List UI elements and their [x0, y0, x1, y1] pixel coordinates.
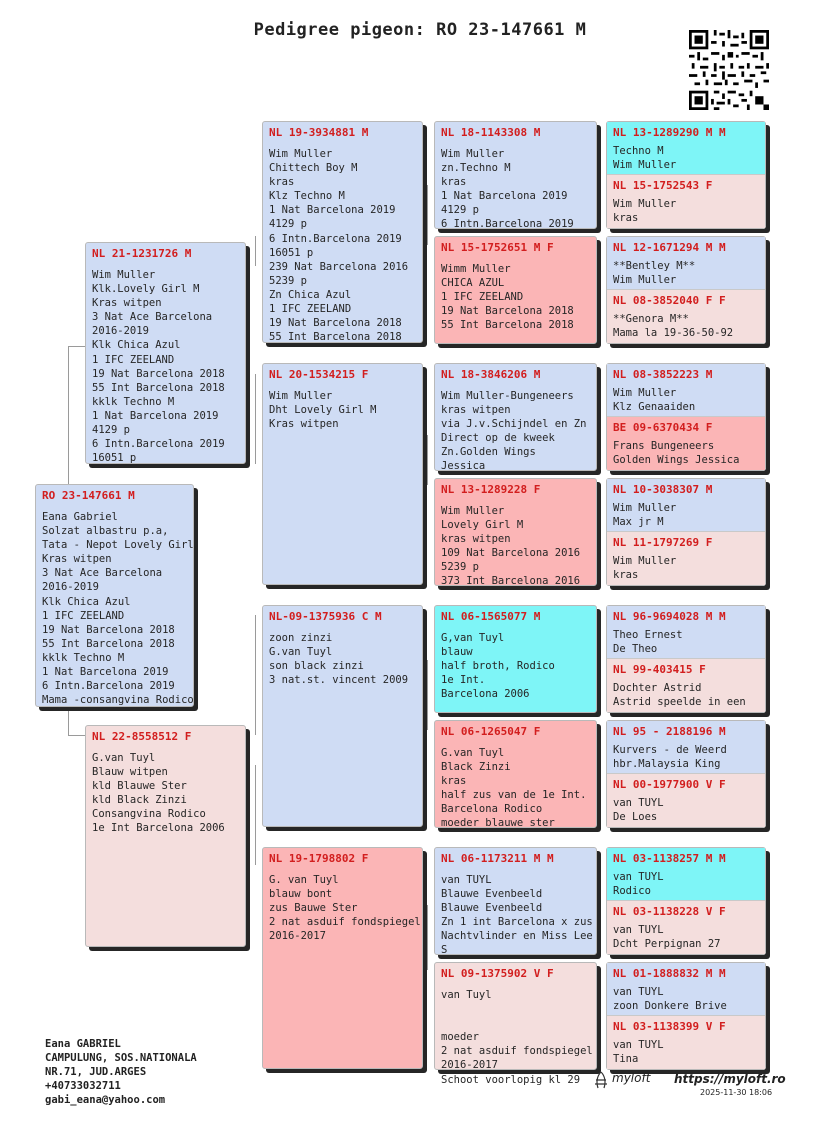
granddam-dam-card[interactable]: [262, 847, 423, 1069]
dam-card[interactable]: [85, 725, 246, 947]
gen4-card[interactable]: [434, 363, 597, 471]
ring-number: NL 03-1138399 V F: [613, 1020, 726, 1033]
connector-line: [427, 660, 428, 730]
ring-number: NL 15-1752651 M F: [441, 241, 554, 254]
pigeon-description: Wim Muller Chittech Boy M kras Klz Techno M 1 Nat Barcelona 2019 4129 p 6 Intn.Barcelona 2019 16051 p 239 Nat Barcelona 2016 5239 p Zn Chica Azul 1 IFC ZEELAND 19 Nat Barcelona 2018 55 Int Barcelona 2018: [269, 148, 409, 344]
ring-number: NL 06-1173211 M M: [441, 852, 554, 865]
pigeon-description: van TUYL Blauwe Evenbeeld Blauwe Evenbeeld Zn 1 int Barcelona x zus Nachtvlinder en Miss Lee S: [441, 874, 593, 957]
owner-contact: Eana GABRIEL CAMPULUNG, SOS.NATIONALA NR.71, JUD.ARGES +40733032711 gabi_eana@yahoo.com: [45, 1038, 197, 1106]
grandsire-dam-card[interactable]: [262, 605, 423, 827]
ring-number: NL 03-1138257 M M: [613, 852, 726, 865]
pigeon-description: **Bentley M** Wim Muller: [613, 260, 696, 287]
pigeon-description: Wimm Muller CHICA AZUL 1 IFC ZEELAND 19 Nat Barcelona 2018 55 Int Barcelona 2018: [441, 263, 574, 332]
gen5-pair: [606, 121, 766, 229]
ring-number: NL 01-1888832 M M: [613, 967, 726, 980]
gen5-pair: [606, 847, 766, 955]
pigeon-description: zoon zinzi G.van Tuyl son black zinzi 3 nat.st. vincent 2009: [269, 632, 409, 687]
print-date: 2025-11-30 18:06: [700, 1088, 773, 1097]
pigeon-description: Wim Muller Klz Genaaiden: [613, 387, 696, 414]
gen4-card[interactable]: [434, 962, 597, 1086]
pigeon-description: Wim Muller Dht Lovely Girl M Kras witpen: [269, 390, 377, 431]
connector-line: [68, 346, 69, 484]
connector-line: [427, 185, 428, 245]
ring-number: BE 09-6370434 F: [613, 421, 713, 434]
ring-number: NL 00-1977900 V F: [613, 778, 726, 791]
connector-line: [255, 374, 256, 464]
connector-line: [427, 905, 428, 970]
gen5-pair: [606, 478, 766, 586]
gen5-card[interactable]: [607, 417, 765, 470]
connector-line: [600, 745, 601, 775]
pigeon-description: van Tuyl moeder 2 nat asduif fondspiegel 2016-2017 Schoot voorlopig kl 29: [441, 989, 593, 1086]
gen5-pair: [606, 962, 766, 1070]
gen5-pair: [606, 605, 766, 713]
gen4-card[interactable]: [434, 847, 597, 955]
connector-line: [255, 615, 256, 735]
gen4-card[interactable]: [434, 121, 597, 229]
ring-number: NL 22-8558512 F: [92, 730, 192, 743]
pigeon-description: **Genora M** Mama la 19-36-50-92: [613, 313, 734, 340]
gen5-card[interactable]: [607, 1016, 765, 1069]
ring-number: NL 19-3934881 M: [269, 126, 369, 139]
gen5-card[interactable]: [607, 237, 765, 289]
gen5-card[interactable]: [607, 721, 765, 773]
gen5-pair: [606, 236, 766, 344]
pigeon-description: van TUYL zoon Donkere Brive: [613, 986, 727, 1013]
brand-name: myloft: [612, 1071, 651, 1085]
pigeon-description: G,van Tuyl blauw half broth, Rodico 1e Int. Barcelona 2006: [441, 632, 555, 701]
pigeon-description: van TUYL Dcht Perpignan 27: [613, 924, 721, 951]
pigeon-description: van TUYL Tina: [613, 1039, 664, 1066]
pigeon-description: G. van Tuyl blauw bont zus Bauwe Ster 2 nat asduif fondspiegel 2016-2017: [269, 874, 421, 943]
pigeon-description: Wim Muller Max jr M: [613, 502, 677, 529]
gen5-pair: [606, 720, 766, 828]
gen5-card[interactable]: [607, 122, 765, 174]
ring-number: NL 11-1797269 F: [613, 536, 713, 549]
ring-number: NL 18-1143308 M: [441, 126, 541, 139]
pigeon-description: Dochter Astrid Astrid speelde in een: [613, 682, 746, 709]
gen5-card[interactable]: [607, 175, 765, 228]
gen5-card[interactable]: [607, 774, 765, 827]
ring-number: NL 03-1138228 V F: [613, 905, 726, 918]
connector-line: [600, 150, 601, 180]
ring-number: NL 20-1534215 F: [269, 368, 369, 381]
gen5-card[interactable]: [607, 479, 765, 531]
pigeon-description: Frans Bungeneers Golden Wings Jessica: [613, 440, 740, 467]
connector-line: [427, 435, 428, 485]
ring-number: NL 08-3852223 M: [613, 368, 713, 381]
page-title: Pedigree pigeon: RO 23-147661 M: [253, 20, 587, 40]
gen4-card[interactable]: [434, 478, 597, 586]
ring-number: NL 08-3852040 F F: [613, 294, 726, 307]
gen5-card[interactable]: [607, 659, 765, 712]
pigeon-description: Wim Muller-Bungeneers kras witpen via J.v.Schijndel en Zn Direct op de kweek Zn.Golden Wings Jessica: [441, 390, 587, 473]
gen4-card[interactable]: [434, 236, 597, 344]
pigeon-description: van TUYL Rodico: [613, 871, 664, 898]
grandsire-sire-card[interactable]: [262, 121, 423, 343]
ring-number: NL 19-1798802 F: [269, 852, 369, 865]
connector-line: [600, 505, 601, 535]
pigeon-description: Wim Muller kras: [613, 198, 677, 225]
pigeon-description: Techno M Wim Muller: [613, 145, 677, 172]
qr-code: [689, 30, 769, 110]
ring-number: NL 12-1671294 M M: [613, 241, 726, 254]
connector-line: [600, 393, 601, 423]
ring-number: NL 95 - 2188196 M: [613, 725, 726, 738]
pigeon-description: G.van Tuyl Blauw witpen kld Blauwe Ster kld Black Zinzi Consangvina Rodico 1e Int Barcelona 2006: [92, 752, 225, 835]
sire-card[interactable]: [85, 242, 246, 464]
ring-number: NL 13-1289290 M M: [613, 126, 726, 139]
pigeon-description: van TUYL De Loes: [613, 797, 664, 824]
myloft-logo-icon: [592, 1070, 610, 1092]
connector-line: [255, 765, 256, 865]
ring-number: NL 15-1752543 F: [613, 179, 713, 192]
ring-number: NL 09-1375902 V F: [441, 967, 554, 980]
gen5-card[interactable]: [607, 848, 765, 900]
connector-line: [600, 875, 601, 905]
pigeon-description: Wim Muller Klk.Lovely Girl M Kras witpen 3 Nat Ace Barcelona 2016-2019 Klk Chica Azul 1 IFC ZEELAND 19 Nat Barcelona 2018 55 Int Barcelona 2018 kklk Techno M 1 Nat Barcelona 2019 4129 p 6 Intn.Barcelona 2019 16051 p: [92, 269, 225, 465]
pigeon-description: Wim Muller Lovely Girl M kras witpen 109 Nat Barcelona 2016 5239 p 373 Int Barcelona 2016: [441, 505, 581, 588]
pigeon-description: Theo Ernest De Theo: [613, 629, 683, 656]
connector-line: [600, 633, 601, 663]
ring-number: NL 06-1565077 M: [441, 610, 541, 623]
pigeon-description: Kurvers - de Weerd hbr.Malaysia King: [613, 744, 727, 771]
ring-number: NL 18-3846206 M: [441, 368, 541, 381]
gen5-card[interactable]: [607, 901, 765, 954]
connector-line: [68, 705, 69, 735]
ring-number: NL 96-9694028 M M: [613, 610, 726, 623]
pigeon-description: G.van Tuyl Black Zinzi kras half zus van de 1e Int. Barcelona Rodico moeder blauwe ster: [441, 747, 587, 830]
connector-line: [255, 236, 256, 266]
gen4-card[interactable]: [434, 720, 597, 828]
connector-line: [600, 987, 601, 1017]
gen5-card[interactable]: [607, 290, 765, 343]
ring-number: NL 99-403415 F: [613, 663, 706, 676]
pigeon-description: Wim Muller kras: [613, 555, 677, 582]
connector-line: [600, 262, 601, 292]
ring-number: NL 06-1265047 F: [441, 725, 541, 738]
ring-number: NL 13-1289228 F: [441, 483, 541, 496]
pigeon-description: Wim Muller zn.Techno M kras 1 Nat Barcelona 2019 4129 p 6 Intn.Barcelona 2019: [441, 148, 574, 231]
ring-number: NL-09-1375936 C M: [269, 610, 382, 623]
pigeon-description: Eana Gabriel Solzat albastru p.a, Tata - Nepot Lovely Girl Kras witpen 3 Nat Ace Barcelona 2016-2019 Klk Chica Azul 1 IFC ZEELAND 19 Nat Barcelona 2018 55 Int Barcelona 2018 kklk Techno M 1 Nat Barcelona 2019 6 Intn.Barcelona 2019 Mama -consangvina Rodico: [42, 511, 194, 707]
gen4-card[interactable]: [434, 605, 597, 713]
gen5-pair: [606, 363, 766, 471]
gen5-card[interactable]: [607, 606, 765, 658]
ring-number: RO 23-147661 M: [42, 489, 135, 502]
gen5-card[interactable]: [607, 364, 765, 416]
site-link[interactable]: https://myloft.ro: [674, 1072, 786, 1086]
ring-number: NL 21-1231726 M: [92, 247, 192, 260]
gen5-card[interactable]: [607, 532, 765, 585]
granddam-sire-card[interactable]: [262, 363, 423, 585]
ring-number: NL 10-3038307 M: [613, 483, 713, 496]
gen5-card[interactable]: [607, 963, 765, 1015]
subject-card[interactable]: [35, 484, 194, 707]
